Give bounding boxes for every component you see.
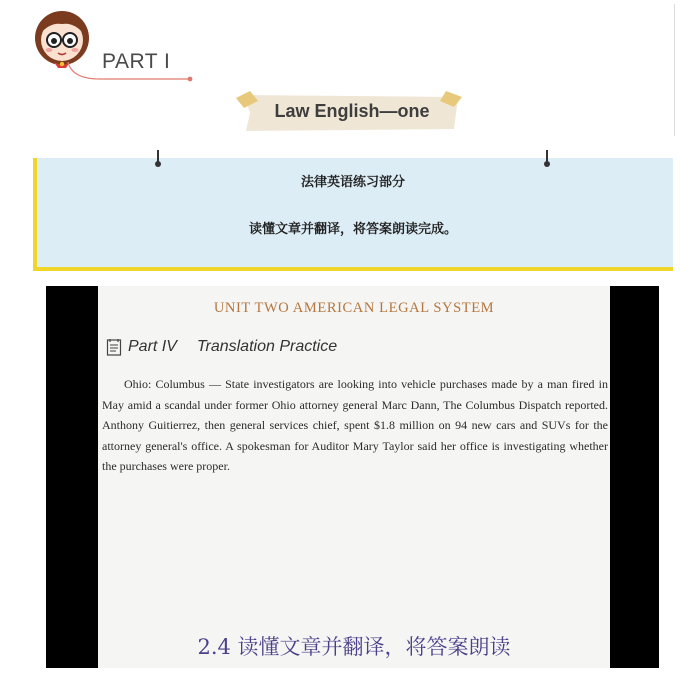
caption: 2.4 读懂文章并翻译，将答案朗读 — [197, 635, 511, 659]
ribbon-title: Law English—one — [274, 101, 430, 121]
part-heading — [106, 336, 337, 358]
edge-divider — [674, 4, 675, 136]
info-instruction: 读懂文章并翻译，将答案朗读完成。 — [248, 222, 457, 237]
unit-title: UNIT TWO AMERICAN LEGAL SYSTEM — [213, 300, 495, 316]
part-name: Translation Practice — [196, 338, 338, 355]
pin-icon — [157, 150, 159, 164]
passage-text: Ohio: Columbus — State investigators are looking into vehicle purchases made by a man fired in May amid a scandal under former Ohio attorney general Marc Dann, The Columbus Dispatch reported. Anthony Guitierrez, then general services chief, spent $1.8 million on 94 new cars and SUVs for the attorney general's office. A spokesman for Auditor Mary Taylor said her office is investigating whether the purchases were proper. — [102, 377, 608, 473]
pin-icon — [546, 150, 548, 164]
document-icon — [106, 338, 122, 356]
part-label: PART I — [102, 50, 171, 73]
part-number: Part IV — [128, 338, 177, 355]
girl-avatar-icon — [30, 4, 94, 68]
document-page — [98, 286, 610, 668]
info-title: 法律英语练习部分 — [300, 175, 405, 190]
